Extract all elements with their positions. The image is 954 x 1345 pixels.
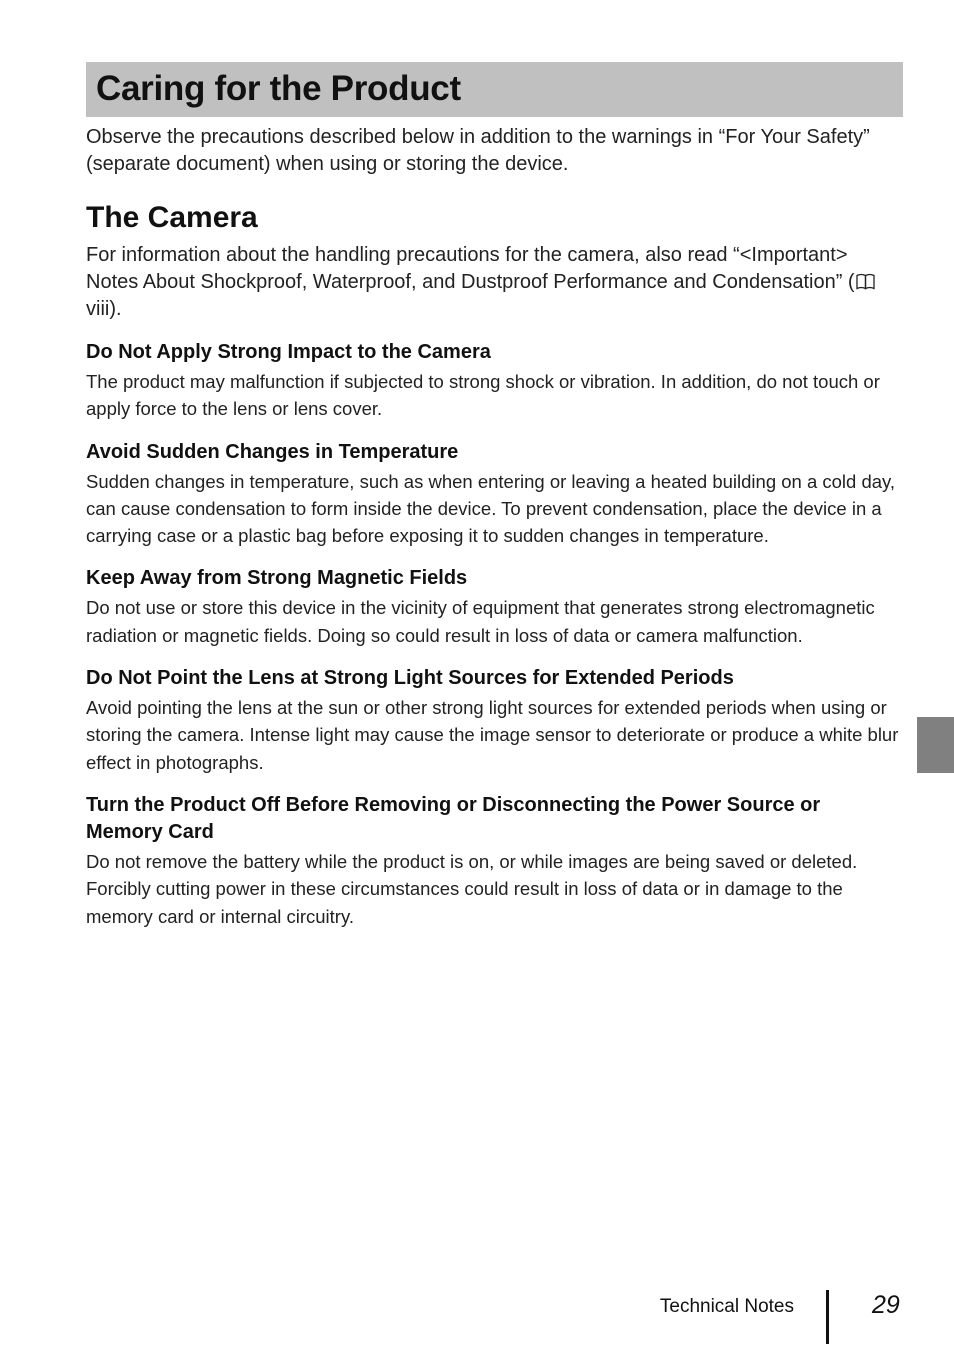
footer-section-name: Technical Notes (659, 1296, 794, 1317)
footer-divider (826, 1290, 829, 1344)
subsection-heading-temperature: Avoid Sudden Changes in Temperature (86, 440, 459, 463)
subsection-body-power: Do not remove the battery while the product is on, or while images are being saved or deleted. Forcibly cutting power in these circumstances could result in loss of data or in damage to the memory card or internal circuitry. (86, 850, 858, 927)
subsection-body-impact: The product may malfunction if subjected to strong shock or vibration. In addition, do not touch or apply force to the lens or lens cover. (86, 371, 880, 420)
page-title: Caring for the Product (96, 69, 461, 108)
subsection-heading-light: Do Not Point the Lens at Strong Light Sources for Extended Periods (86, 667, 734, 690)
page-content (86, 124, 902, 930)
subsection-body-light: Avoid pointing the lens at the sun or other strong light sources for extended periods when using or storing the camera. Intense light may cause the image sensor to deteriorate or produce a white blur effect in photographs. (86, 697, 899, 773)
subsection-heading-power: Turn the Product Off Before Removing or Disconnecting the Power Source or Memory Card (86, 793, 821, 843)
page-title-bar (86, 62, 903, 117)
page-intro: Observe the precautions described below in addition to the warnings in “For Your Safety” (separate document) when using or storing the device. (86, 126, 870, 175)
section-title: The Camera (86, 201, 258, 234)
subsection-body-magnetic: Do not use or store this device in the vicinity of equipment that generates strong electromagnetic radiation or magnetic fields. Doing so could result in loss of data or camera malfunction. (86, 597, 875, 646)
chapter-side-tab (917, 717, 954, 773)
section-intro (86, 242, 902, 323)
section-intro-reference: viii). (86, 298, 122, 320)
book-icon (856, 273, 875, 290)
section-intro-text: For information about the handling precautions for the camera, also read “<Important> Notes About Shockproof, Waterproof, and Dustproof Performance and Condensation” ( (86, 244, 855, 293)
subsection-body-temperature: Sudden changes in temperature, such as when entering or leaving a heated building on a cold day, can cause condensation to form inside the device. To prevent condensation, place the device in a carrying case or a plastic bag before exposing it to sudden changes in temperature. (86, 470, 896, 547)
subsection-heading-impact: Do Not Apply Strong Impact to the Camera (86, 341, 491, 363)
subsection-heading-magnetic: Keep Away from Strong Magnetic Fields (86, 567, 468, 590)
page-number: 29 (872, 1291, 900, 1319)
